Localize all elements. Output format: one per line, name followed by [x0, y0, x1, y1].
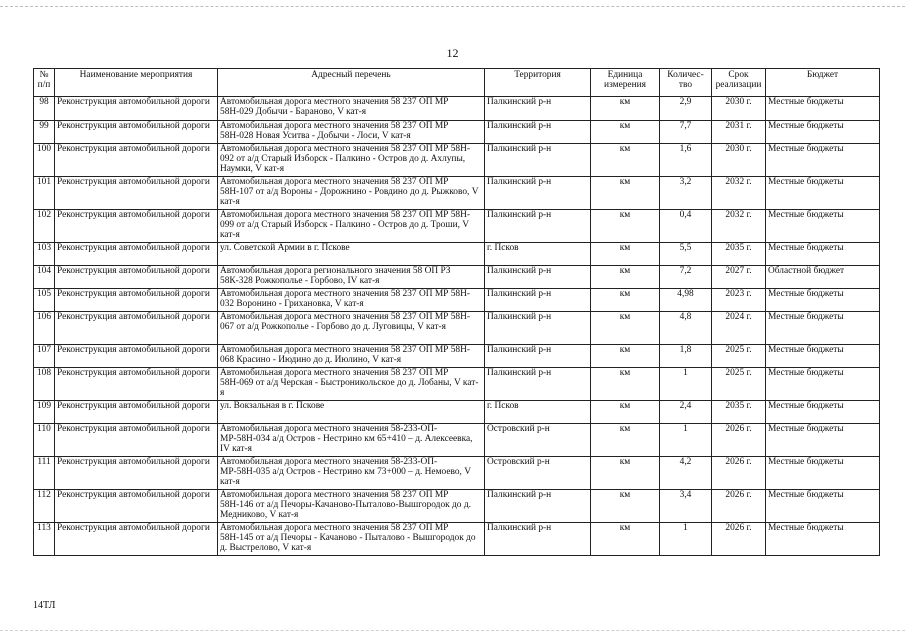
table-row [34, 424, 880, 457]
table-row [34, 523, 880, 556]
territory-cell: Палкинский р-н [485, 210, 591, 243]
row-number-cell: 111 [34, 457, 55, 490]
address-list-cell: Автомобильная дорога местного значения 58 237 ОП МР 58Н-069 от а/д Черская - Быстроникольское до д. Лобаны, V кат-я [218, 368, 485, 401]
unit-cell: км [591, 523, 660, 556]
row-number-cell: 102 [34, 210, 55, 243]
table-row [34, 312, 880, 345]
budget-cell: Местные бюджеты [766, 177, 880, 210]
table-row [34, 121, 880, 144]
row-number-cell: 113 [34, 523, 55, 556]
territory-cell: Палкинский р-н [485, 144, 591, 177]
unit-cell: км [591, 457, 660, 490]
table-row [34, 97, 880, 121]
budget-cell: Местные бюджеты [766, 210, 880, 243]
table-body [34, 97, 880, 556]
table-row [34, 266, 880, 289]
quantity-cell: 2,4 [660, 401, 712, 424]
territory-cell: г. Псков [485, 401, 591, 424]
header-budget: Бюджет [766, 69, 880, 97]
table-row [34, 289, 880, 312]
implementation-term-cell: 2026 г. [712, 424, 766, 457]
header-territory: Территория [485, 69, 591, 97]
address-list-cell: Автомобильная дорога местного значения 58 237 ОП МР 58Н-107 от а/д Вороны - Дорожнино - Ровдино до д. Рыжково, V кат-я [218, 177, 485, 210]
table-row [34, 490, 880, 523]
implementation-term-cell: 2024 г. [712, 312, 766, 345]
measure-name-cell: Реконструкция автомобильной дороги [55, 523, 218, 556]
territory-cell: Палкинский р-н [485, 312, 591, 345]
header-unit: Единица измерения [591, 69, 660, 97]
measure-name-cell: Реконструкция автомобильной дороги [55, 345, 218, 368]
address-list-cell: ул. Вокзальная в г. Пскове [218, 401, 485, 424]
unit-cell: км [591, 312, 660, 345]
unit-cell: км [591, 401, 660, 424]
implementation-term-cell: 2032 г. [712, 210, 766, 243]
row-number-cell: 105 [34, 289, 55, 312]
measures-table [33, 68, 880, 556]
territory-cell: Палкинский р-н [485, 97, 591, 121]
implementation-term-cell: 2025 г. [712, 345, 766, 368]
measure-name-cell: Реконструкция автомобильной дороги [55, 266, 218, 289]
row-number-cell: 109 [34, 401, 55, 424]
row-number-cell: 103 [34, 243, 55, 266]
quantity-cell: 3,4 [660, 490, 712, 523]
measure-name-cell: Реконструкция автомобильной дороги [55, 177, 218, 210]
quantity-cell: 1 [660, 368, 712, 401]
unit-cell: км [591, 121, 660, 144]
measure-name-cell: Реконструкция автомобильной дороги [55, 210, 218, 243]
table-row [34, 345, 880, 368]
unit-cell: км [591, 368, 660, 401]
territory-cell: Палкинский р-н [485, 289, 591, 312]
measure-name-cell: Реконструкция автомобильной дороги [55, 312, 218, 345]
unit-cell: км [591, 490, 660, 523]
measure-name-cell: Реконструкция автомобильной дороги [55, 243, 218, 266]
measure-name-cell: Реконструкция автомобильной дороги [55, 401, 218, 424]
row-number-cell: 99 [34, 121, 55, 144]
budget-cell: Местные бюджеты [766, 144, 880, 177]
row-number-cell: 100 [34, 144, 55, 177]
measure-name-cell: Реконструкция автомобильной дороги [55, 368, 218, 401]
header-name: Наименование мероприятия [55, 69, 218, 97]
implementation-term-cell: 2027 г. [712, 266, 766, 289]
budget-cell: Местные бюджеты [766, 345, 880, 368]
page-number: 12 [446, 46, 459, 60]
budget-cell: Местные бюджеты [766, 97, 880, 121]
bottom-scan-line [0, 630, 905, 631]
header-num: № п/п [34, 69, 55, 97]
quantity-cell: 4,98 [660, 289, 712, 312]
territory-cell: г. Псков [485, 243, 591, 266]
quantity-cell: 5,5 [660, 243, 712, 266]
territory-cell: Островский р-н [485, 424, 591, 457]
territory-cell: Островский р-н [485, 457, 591, 490]
measure-name-cell: Реконструкция автомобильной дороги [55, 144, 218, 177]
table-row [34, 144, 880, 177]
unit-cell: км [591, 144, 660, 177]
unit-cell: км [591, 177, 660, 210]
measure-name-cell: Реконструкция автомобильной дороги [55, 289, 218, 312]
quantity-cell: 0,4 [660, 210, 712, 243]
table-row [34, 457, 880, 490]
address-list-cell: Автомобильная дорога местного значения 58 237 ОП МР 58Н-146 от а/д Печоры-Качаново-Пыталово-Вышгородок до д. Медниково, V кат-я [218, 490, 485, 523]
implementation-term-cell: 2025 г. [712, 368, 766, 401]
budget-cell: Местные бюджеты [766, 490, 880, 523]
row-number-cell: 106 [34, 312, 55, 345]
territory-cell: Палкинский р-н [485, 121, 591, 144]
territory-cell: Палкинский р-н [485, 177, 591, 210]
territory-cell: Палкинский р-н [485, 490, 591, 523]
header-quantity: Количес- тво [660, 69, 712, 97]
row-number-cell: 104 [34, 266, 55, 289]
territory-cell: Палкинский р-н [485, 345, 591, 368]
address-list-cell: Автомобильная дорога местного значения 58 237 ОП МР 58Н- 032 Воронино - Грихановка, V кат-я [218, 289, 485, 312]
quantity-cell: 1 [660, 523, 712, 556]
address-list-cell: Автомобильная дорога местного значения 58 237 ОП МР 58Н-029 Добычи - Бараново, V кат-я [218, 97, 485, 121]
header-address: Адресный перечень [218, 69, 485, 97]
budget-cell: Местные бюджеты [766, 401, 880, 424]
address-list-cell: Автомобильная дорога регионального значения 58 ОП РЗ 58К-328 Рожкополье - Горбово, IV кат-я [218, 266, 485, 289]
measure-name-cell: Реконструкция автомобильной дороги [55, 490, 218, 523]
table-row [34, 368, 880, 401]
quantity-cell: 1 [660, 424, 712, 457]
table-row [34, 401, 880, 424]
row-number-cell: 112 [34, 490, 55, 523]
address-list-cell: Автомобильная дорога местного значения 58 237 ОП МР 58Н- 092 от а/д Старый Изборск - Палкино - Остров до д. Ахлупы, Наумки, V кат-я [218, 144, 485, 177]
territory-cell: Палкинский р-н [485, 368, 591, 401]
row-number-cell: 110 [34, 424, 55, 457]
implementation-term-cell: 2030 г. [712, 144, 766, 177]
row-number-cell: 107 [34, 345, 55, 368]
table-row [34, 243, 880, 266]
measure-name-cell: Реконструкция автомобильной дороги [55, 121, 218, 144]
territory-cell: Палкинский р-н [485, 523, 591, 556]
row-number-cell: 108 [34, 368, 55, 401]
unit-cell: км [591, 345, 660, 368]
measure-name-cell: Реконструкция автомобильной дороги [55, 457, 218, 490]
budget-cell: Местные бюджеты [766, 523, 880, 556]
implementation-term-cell: 2026 г. [712, 523, 766, 556]
quantity-cell: 7,2 [660, 266, 712, 289]
unit-cell: км [591, 97, 660, 121]
table-row [34, 177, 880, 210]
unit-cell: км [591, 289, 660, 312]
top-scan-line [0, 6, 905, 7]
address-list-cell: Автомобильная дорога местного значения 58 237 ОП МР 58Н-145 от а/д Печоры - Качаново - Пыталово - Вышгородок до д. Выстрелово, V кат-я [218, 523, 485, 556]
address-list-cell: ул. Советской Армии в г. Пскове [218, 243, 485, 266]
measure-name-cell: Реконструкция автомобильной дороги [55, 97, 218, 121]
unit-cell: км [591, 210, 660, 243]
quantity-cell: 3,2 [660, 177, 712, 210]
implementation-term-cell: 2032 г. [712, 177, 766, 210]
address-list-cell: Автомобильная дорога местного значения 58 237 ОП МР 58Н-028 Новая Уситва - Добычи - Лоси, V кат-я [218, 121, 485, 144]
budget-cell: Областной бюджет [766, 266, 880, 289]
address-list-cell: Автомобильная дорога местного значения 58-233-ОП-МР-58Н-035 а/д Остров - Нестрино км 73+000 – д. Немоево, V кат-я [218, 457, 485, 490]
measure-name-cell: Реконструкция автомобильной дороги [55, 424, 218, 457]
unit-cell: км [591, 266, 660, 289]
budget-cell: Местные бюджеты [766, 289, 880, 312]
footer-code: 14ТЛ [33, 600, 56, 611]
implementation-term-cell: 2026 г. [712, 490, 766, 523]
row-number-cell: 98 [34, 97, 55, 121]
quantity-cell: 2,9 [660, 97, 712, 121]
quantity-cell: 4,2 [660, 457, 712, 490]
quantity-cell: 1,6 [660, 144, 712, 177]
budget-cell: Местные бюджеты [766, 457, 880, 490]
quantity-cell: 4,8 [660, 312, 712, 345]
implementation-term-cell: 2035 г. [712, 401, 766, 424]
address-list-cell: Автомобильная дорога местного значения 58 237 ОП МР 58Н- 099 от а/д Старый Изборск - Палкино - Остров до д. Троши, V кат-я [218, 210, 485, 243]
territory-cell: Палкинский р-н [485, 266, 591, 289]
address-list-cell: Автомобильная дорога местного значения 58 237 ОП МР 58Н- 067 от а/д Рожкополье - Горбово до д. Луговицы, V кат-я [218, 312, 485, 345]
budget-cell: Местные бюджеты [766, 424, 880, 457]
quantity-cell: 1,8 [660, 345, 712, 368]
implementation-term-cell: 2030 г. [712, 97, 766, 121]
quantity-cell: 7,7 [660, 121, 712, 144]
implementation-term-cell: 2031 г. [712, 121, 766, 144]
unit-cell: км [591, 424, 660, 457]
budget-cell: Местные бюджеты [766, 243, 880, 266]
budget-cell: Местные бюджеты [766, 312, 880, 345]
row-number-cell: 101 [34, 177, 55, 210]
implementation-term-cell: 2035 г. [712, 243, 766, 266]
unit-cell: км [591, 243, 660, 266]
table-header-row [34, 69, 880, 97]
budget-cell: Местные бюджеты [766, 368, 880, 401]
implementation-term-cell: 2023 г. [712, 289, 766, 312]
header-term: Срок реализации [712, 69, 766, 97]
address-list-cell: Автомобильная дорога местного значения 58-233-ОП-МР-58Н-034 а/д Остров - Нестрино км 65+410 – д. Алексеевка, IV кат-я [218, 424, 485, 457]
table-row [34, 210, 880, 243]
address-list-cell: Автомобильная дорога местного значения 58 237 ОП МР 58Н- 068 Красино - Июдино до д. Июлино, V кат-я [218, 345, 485, 368]
budget-cell: Местные бюджеты [766, 121, 880, 144]
implementation-term-cell: 2026 г. [712, 457, 766, 490]
